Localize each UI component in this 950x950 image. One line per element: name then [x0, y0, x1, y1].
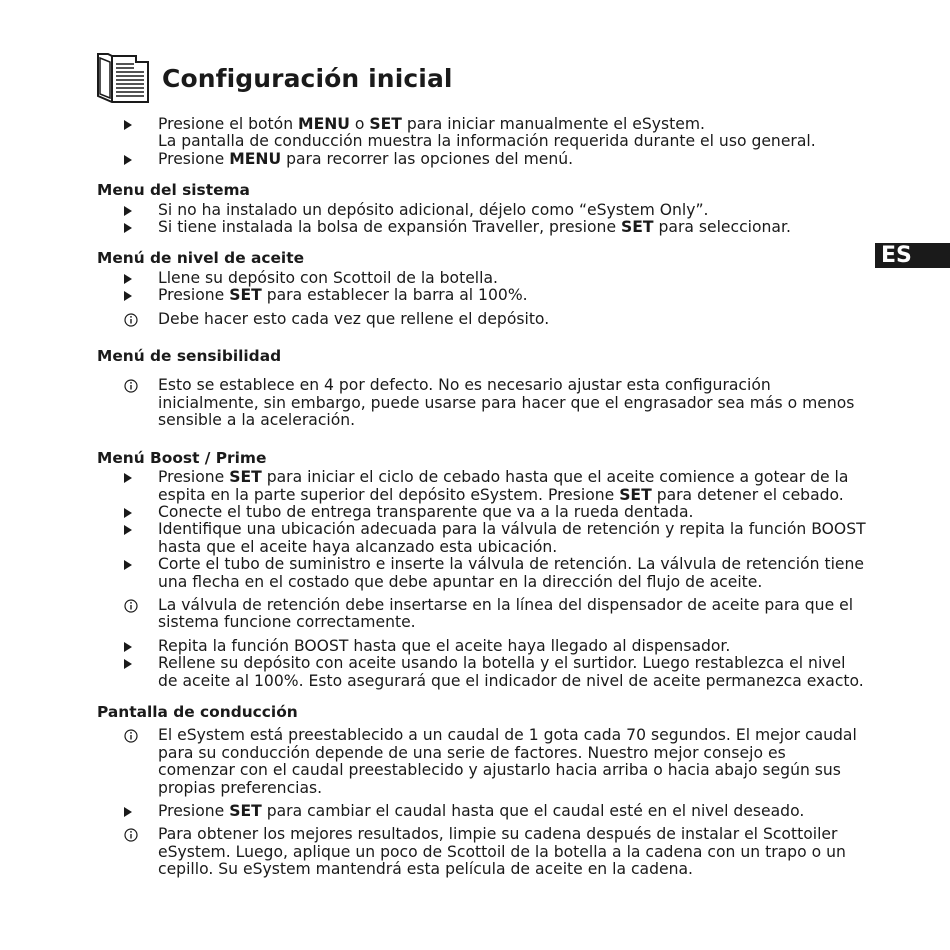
section-heading: Menú Boost / Prime	[97, 448, 267, 467]
item-text	[158, 504, 867, 521]
body-text: Presione el botón	[158, 115, 299, 133]
list-item	[97, 803, 867, 820]
emphasis-text: SET	[369, 115, 402, 133]
item-text	[158, 151, 867, 168]
item-text	[158, 116, 867, 133]
body-text: para cambiar el caudal hasta que el caudal esté en el nivel deseado.	[261, 802, 805, 820]
list-item	[97, 504, 867, 521]
body-text: para seleccionar.	[653, 218, 791, 237]
info-note	[97, 727, 867, 797]
page-header	[96, 52, 453, 104]
body-text: para iniciar manualmente el eSystem.	[401, 115, 705, 133]
item-text	[158, 133, 867, 150]
emphasis-text: SET	[619, 485, 652, 504]
bullet-arrow-icon	[124, 155, 132, 165]
item-text	[158, 597, 867, 632]
bullet-arrow-icon	[124, 291, 132, 301]
bullet-arrow-icon	[124, 508, 132, 518]
info-note	[97, 597, 867, 632]
bullet-arrow-icon	[124, 223, 132, 233]
section-heading: Menú de sensibilidad	[97, 347, 282, 366]
body-text: Identifique una ubicación adecuada para la válvula de retención y repita la función BOOST hasta que el aceite haya alcanzado esta ubicación.	[158, 520, 866, 556]
list-item	[97, 556, 867, 591]
list-item	[97, 638, 867, 655]
body-text: Presione	[158, 468, 230, 487]
body-text: Conecte el tubo de entrega transparente que va a la rueda dentada.	[158, 502, 694, 521]
item-text	[158, 377, 867, 429]
emphasis-text: SET	[229, 286, 262, 305]
bullet-arrow-icon	[124, 525, 132, 535]
emphasis-text: SET	[621, 218, 654, 237]
item-text	[158, 803, 867, 820]
info-icon	[124, 599, 138, 613]
info-icon	[124, 313, 138, 327]
emphasis-text: MENU	[298, 115, 350, 133]
list-item	[97, 521, 867, 556]
info-icon	[124, 729, 138, 743]
body-text: para detener el cebado.	[651, 485, 844, 504]
info-icon	[124, 379, 138, 393]
body-text: Repita la función BOOST hasta que el aceite haya llegado al dispensador.	[158, 636, 731, 655]
item-text	[158, 287, 867, 304]
bullet-arrow-icon	[124, 274, 132, 284]
body-text: Si no ha instalado un depósito adicional, déjelo como “eSystem Only”.	[158, 200, 709, 219]
list-item	[97, 287, 867, 304]
body-text: para recorrer las opciones del menú.	[281, 149, 574, 168]
emphasis-text: SET	[229, 468, 262, 487]
section-heading: Pantalla de conducción	[97, 702, 298, 721]
item-text	[158, 311, 867, 328]
list-item	[97, 202, 867, 219]
bullet-arrow-icon	[124, 560, 132, 570]
item-text	[158, 638, 867, 655]
item-text	[158, 727, 867, 797]
item-text	[158, 469, 867, 504]
body-text: Corte el tubo de suministro e inserte la válvula de retención. La válvula de retención tiene una flecha en el costado que debe apuntar en la dirección del flujo de aceite.	[158, 555, 864, 591]
body-text: Presione	[158, 802, 230, 820]
list-item	[97, 116, 867, 133]
bullet-arrow-icon	[124, 120, 132, 130]
bullet-arrow-icon	[124, 473, 132, 483]
item-text	[158, 826, 867, 878]
emphasis-text: SET	[229, 802, 262, 820]
item-text	[158, 556, 867, 591]
bullet-arrow-icon	[124, 659, 132, 669]
list-item	[97, 219, 867, 236]
item-text	[158, 521, 867, 556]
item-text	[158, 655, 867, 690]
body-text: para iniciar el ciclo de cebado hasta que el aceite comience a gotear de la espita en la parte superior del depósito eSystem. Presione	[158, 468, 849, 504]
list-item	[97, 133, 867, 150]
info-note	[97, 311, 867, 328]
manual-book-icon	[96, 52, 150, 104]
bullet-arrow-icon	[124, 807, 132, 817]
bullet-arrow-icon	[124, 642, 132, 652]
list-item	[97, 151, 867, 168]
body-text: Para obtener los mejores resultados, limpie su cadena después de instalar el Scottoiler eSystem. Luego, aplique un poco de Scottoil de la botella a la cadena con un trapo o un cepillo. Su eSystem mantendrá esta película de aceite en la cadena.	[158, 825, 846, 879]
list-item	[97, 270, 867, 287]
body-text: Presione	[158, 286, 230, 305]
section-heading: Menú de nivel de aceite	[97, 249, 305, 268]
item-text	[158, 202, 867, 219]
body-text: Presione	[158, 149, 230, 168]
body-text: Rellene su depósito con aceite usando la botella y el surtidor. Luego restablezca el nivel de aceite al 100%. Esto asegurará que el indicador de nivel de aceite permanezca exacto.	[158, 654, 864, 690]
body-text: Debe hacer esto cada vez que rellene el depósito.	[158, 309, 550, 328]
body-text: La pantalla de conducción muestra la información requerida durante el uso general.	[158, 132, 816, 151]
section-heading: Menu del sistema	[97, 181, 250, 200]
body-text: o	[349, 115, 370, 133]
body-text: La válvula de retención debe insertarse en la línea del dispensador de aceite para que el sistema funcione correctamente.	[158, 595, 854, 632]
manual-content	[97, 116, 867, 879]
item-text	[158, 219, 867, 236]
emphasis-text: MENU	[229, 149, 282, 168]
list-item	[97, 469, 867, 504]
info-note	[97, 377, 867, 429]
list-item	[97, 655, 867, 690]
page-title: Configuración inicial	[162, 63, 453, 93]
language-tab: ES	[875, 243, 950, 268]
body-text: Esto se establece en 4 por defecto. No es necesario ajustar esta configuración inicialmente, sin embargo, puede usarse para hacer que el engrasador sea más o menos sensible a la aceleración.	[158, 376, 855, 430]
info-icon	[124, 828, 138, 842]
body-text: para establecer la barra al 100%.	[261, 286, 528, 305]
body-text: El eSystem está preestablecido a un caudal de 1 gota cada 70 segundos. El mejor caudal para su conducción depende de una serie de factores. Nuestro mejor consejo es comenzar con el caudal preestablecido y ajustarlo hacia arriba o hacia abajo según sus propias preferencias.	[158, 726, 857, 797]
body-text: Llene su depósito con Scottoil de la botella.	[158, 268, 498, 287]
info-note	[97, 826, 867, 878]
bullet-arrow-icon	[124, 206, 132, 216]
body-text: Si tiene instalada la bolsa de expansión Traveller, presione	[158, 218, 621, 237]
item-text	[158, 270, 867, 287]
